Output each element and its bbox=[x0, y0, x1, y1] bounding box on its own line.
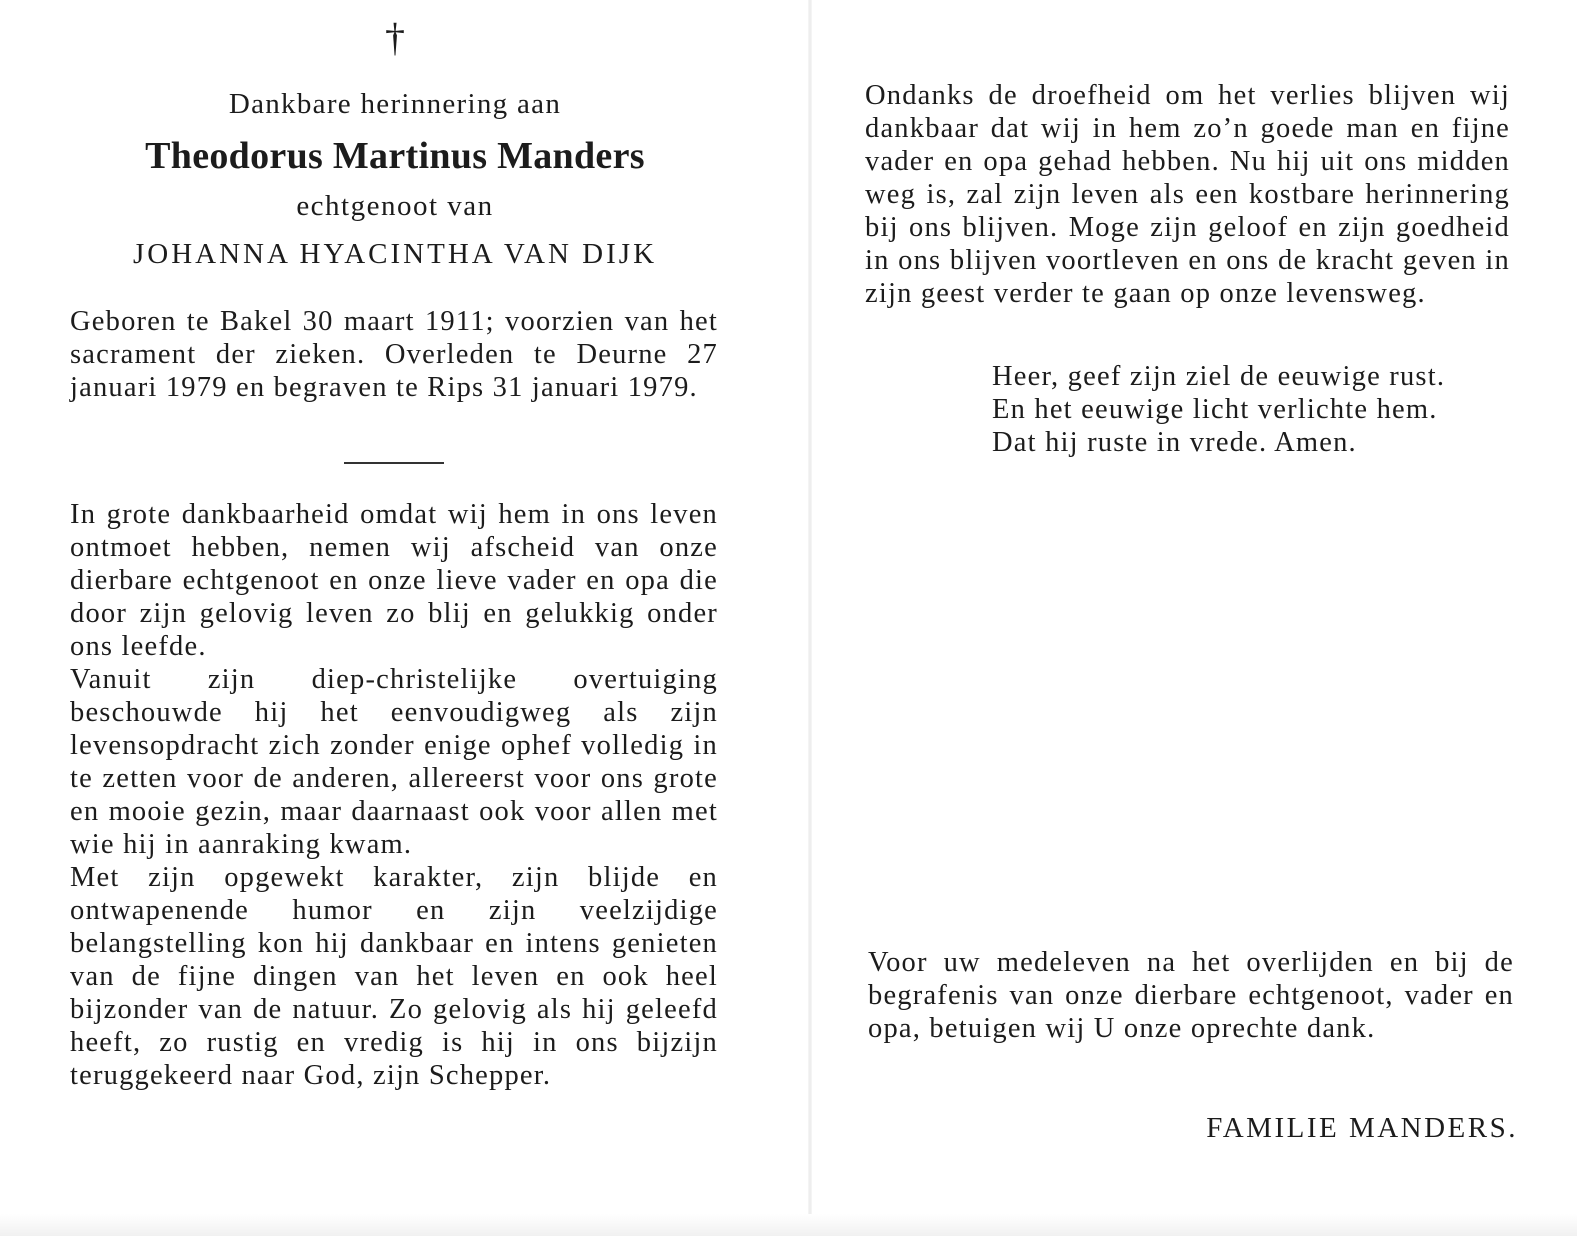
tribute-paragraph-1: In grote dankbaarheid omdat wij hem in ons leven ontmoet hebben, nemen wij afscheid van onze dierbare echtgenoot en onze lieve vader en opa die door zijn gelovig leven zo blij en gelukkig onder ons leefde. bbox=[70, 499, 718, 662]
bottom-edge-shadow bbox=[0, 1214, 1577, 1236]
tribute-paragraph-2: Vanuit zijn diep-christelijke overtuiging beschouwde hij het eenvoudigweg als zijn levensopdracht zich zonder enige ophef volledig in te zetten voor de anderen, allereerst voor ons grote en mooie gezin, maar daarnaast ook voor allen met wie hij in aanraking kwam. bbox=[70, 664, 718, 860]
family-signature: FAMILIE MANDERS. bbox=[1206, 1112, 1518, 1144]
reflection-text: Ondanks de droefheid om het verlies blijven wij dankbaar dat wij in hem zo’n goede man en fijne vader en opa gehad hebben. Nu hij uit ons midden weg is, zal zijn leven als een kostbare herinnering bij ons blijven. Moge zijn geloof en zijn goedheid in ons blijven voortleven en ons de kracht geven in zijn geest verder te gaan op onze levensweg. bbox=[865, 80, 1510, 309]
biography-paragraph bbox=[70, 305, 718, 404]
thanks-paragraph bbox=[868, 946, 1514, 1045]
section-divider bbox=[344, 462, 444, 464]
cross-symbol: † bbox=[385, 15, 405, 60]
prayer-line-2: En het eeuwige licht verlichte hem. bbox=[992, 394, 1438, 425]
tribute-section bbox=[70, 498, 718, 1092]
prayer-block bbox=[992, 360, 1532, 459]
prayer-line-3: Dat hij ruste in vrede. Amen. bbox=[992, 427, 1357, 458]
thanks-text: Voor uw medeleven na het overlijden en bij de begrafenis van onze dierbare echtgenoot, vader en opa, betuigen wij U onze oprechte dank. bbox=[868, 947, 1514, 1044]
intro-heading: Dankbare herinnering aan bbox=[228, 88, 562, 120]
biography-text: Geboren te Bakel 30 maart 1911; voorzien van het sacrament der zieken. Overleden te Deurne 27 januari 1979 en begraven te Rips 31 januari 1979. bbox=[70, 306, 718, 403]
spouse-intro: echtgenoot van bbox=[296, 190, 494, 222]
reflection-paragraph bbox=[865, 79, 1510, 310]
tribute-paragraph-3: Met zijn opgewekt karakter, zijn blijde en ontwapenende humor en zijn veelzijdige belangstelling kon hij dankbaar en intens genieten van de fijne dingen van het leven en ook heel bijzonder van de natuur. Zo gelovig als hij geleefd heeft, zo rustig en vredig is hij in ons bijzijn teruggekeerd naar God, zijn Schepper. bbox=[70, 862, 718, 1091]
spouse-name: JOHANNA HYACINTHA VAN DIJK bbox=[132, 238, 658, 270]
deceased-name: Theodorus Martinus Manders bbox=[145, 135, 645, 177]
prayer-line-1: Heer, geef zijn ziel de eeuwige rust. bbox=[992, 361, 1446, 392]
right-card-page bbox=[812, 0, 1577, 1236]
